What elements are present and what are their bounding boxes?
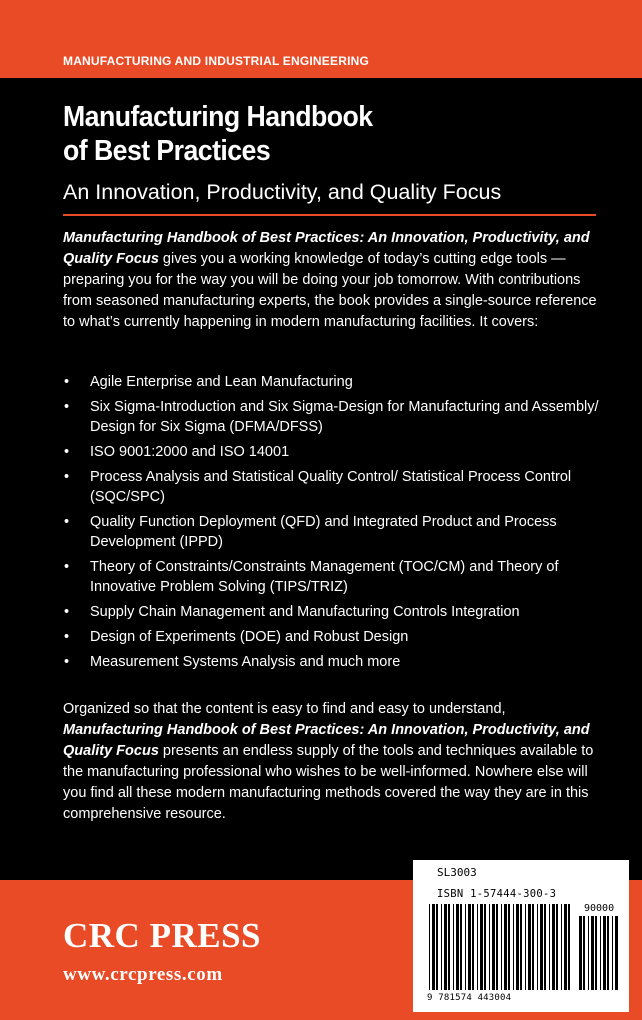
bullet-icon: • [64,604,70,620]
publisher-logo: CRC PRESS [63,916,262,955]
outro-book-title: Manufacturing Handbook of Best Practices: An Innovation, Productivity, and Quality Focus [63,722,590,759]
bullet-icon: • [64,654,70,670]
outro-text-1: Organized so that the content is easy to find and easy to understand, [63,701,506,717]
bullet-icon: • [64,469,70,485]
bullet-icon: • [64,629,70,645]
list-item: • Theory of Constraints/Constraints Management (TOC/CM) and Theory of Innovative Problem Solving (TIPS/TRIZ) [64,559,559,595]
list-item: • Supply Chain Management and Manufacturing Controls Integration [64,604,520,620]
outro-paragraph [63,699,603,825]
intro-text: gives you a working knowledge of today’s cutting edge tools — preparing you for the way you will be doing your job tomorrow. With contributions from seasoned manufacturing experts, the book provides a single-source reference to what’s currently happening in modern manufacturing facilities. It covers: [63,251,597,330]
bullet-icon: • [64,444,70,460]
intro-book-title: Manufacturing Handbook of Best Practices: An Innovation, Productivity, and Quality Focus [63,230,590,267]
bullet-icon: • [64,399,70,415]
outro-text-2: presents an endless supply of the tools and techniques available to the manufacturing professional who wishes to be well-informed. Nowhere else will you find all these modern manufacturing methods covered the way they are in this comprehensive resource. [63,743,594,822]
series-label: MANUFACTURING AND INDUSTRIAL ENGINEERING [63,54,370,68]
list-item: • Design of Experiments (DOE) and Robust Design [64,629,409,645]
ean-number: 9 781574 443004 [427,993,512,1003]
list-item: • ISO 9001:2000 and ISO 14001 [64,444,290,460]
topic-list [63,372,603,677]
list-item: • Six Sigma-Introduction and Six Sigma-Design for Manufacturing and Assembly/ Design for Six Sigma (DFMA/DFSS) [64,399,599,435]
bullet-icon: • [64,559,70,575]
isbn-label: ISBN 1-57444-300-3 [437,888,557,900]
book-subtitle: An Innovation, Productivity, and Quality Focus [63,180,502,204]
barcode-icon [413,860,629,1012]
list-item: • Process Analysis and Statistical Quality Control/ Statistical Process Control (SQC/SPC) [64,469,572,505]
barcode-panel [413,860,629,1012]
bullet-icon: • [64,514,70,530]
publisher-website: www.crcpress.com [63,964,223,985]
list-item: • Quality Function Deployment (QFD) and Integrated Product and Process Development (IPPD) [64,514,557,550]
list-item: • Agile Enterprise and Lean Manufacturing [64,374,353,390]
book-title-line-1: Manufacturing Handbook [63,101,373,133]
divider [63,214,596,216]
product-code: SL3003 [437,866,477,879]
book-title-line-2: of Best Practices [63,135,271,167]
intro-paragraph [63,228,603,333]
bullet-icon: • [64,374,70,390]
price-code: 90000 [584,903,615,914]
book-title [63,100,560,168]
list-item: • Measurement Systems Analysis and much more [64,654,401,670]
